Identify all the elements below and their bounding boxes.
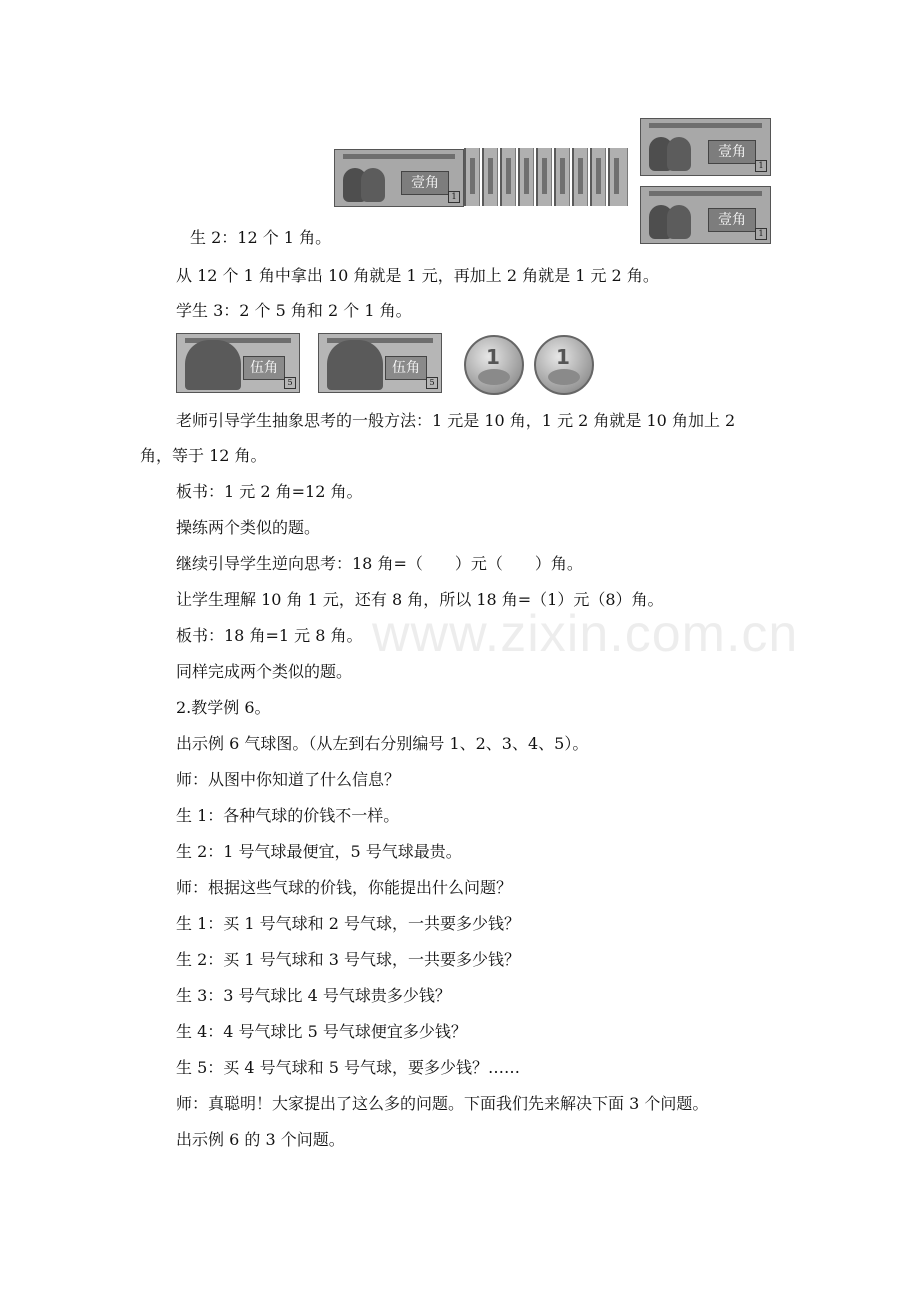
text-line: 生 4：4 号气球比 5 号气球便宜多少钱？ bbox=[176, 1022, 467, 1041]
text-line: 师：真聪明！大家提出了这么多的问题。下面我们先来解决下面 3 个问题。 bbox=[176, 1094, 709, 1113]
text-line: 操练两个类似的题。 bbox=[176, 518, 321, 537]
one-jiao-banknote bbox=[334, 149, 464, 207]
text-line: 出示例 6 气球图。（从左到右分别编号 1、2、3、4、5）。 bbox=[176, 734, 589, 753]
fanned-banknote bbox=[608, 148, 628, 206]
text-line: 板书：18 角=1 元 8 角。 bbox=[176, 626, 363, 645]
fanned-banknote bbox=[482, 148, 498, 206]
text-line: 生 1：各种气球的价钱不一样。 bbox=[176, 806, 400, 825]
note-corner-number: 1 bbox=[755, 160, 767, 172]
text-line: 板书：1 元 2 角=12 角。 bbox=[176, 482, 363, 501]
fanned-banknote bbox=[554, 148, 570, 206]
text-line: 生 5：买 4 号气球和 5 号气球，要多少钱？…… bbox=[176, 1058, 520, 1077]
fanned-banknote bbox=[500, 148, 516, 206]
text-line: 老师引导学生抽象思考的一般方法：1 元是 10 角，1 元 2 角就是 10 角加上 2 bbox=[176, 411, 736, 430]
text-line: 师：根据这些气球的价钱，你能提出什么问题？ bbox=[176, 878, 513, 897]
note-corner-number: 5 bbox=[284, 377, 296, 389]
one-jiao-banknote bbox=[640, 118, 771, 176]
fanned-banknote bbox=[590, 148, 606, 206]
note-corner-number: 5 bbox=[426, 377, 438, 389]
five-jiao-banknote bbox=[176, 333, 300, 393]
fanned-banknote bbox=[536, 148, 552, 206]
portrait-image bbox=[647, 193, 704, 239]
note-corner-number: 1 bbox=[755, 228, 767, 240]
portrait-image bbox=[185, 340, 241, 390]
portrait-image bbox=[341, 156, 397, 202]
note-denomination: 壹角 bbox=[708, 140, 756, 164]
fanned-banknote bbox=[518, 148, 534, 206]
fanned-banknote bbox=[572, 148, 588, 206]
portrait-image bbox=[647, 125, 704, 171]
note-corner-number: 1 bbox=[448, 191, 460, 203]
note-denomination: 壹角 bbox=[401, 171, 449, 195]
text-line: 生 2：12 个 1 角。 bbox=[190, 228, 332, 247]
text-line: 师：从图中你知道了什么信息？ bbox=[176, 770, 401, 789]
text-line: 生 1：买 1 号气球和 2 号气球，一共要多少钱？ bbox=[176, 914, 520, 933]
note-denomination: 伍角 bbox=[243, 356, 285, 380]
text-line: 角，等于 12 角。 bbox=[140, 446, 267, 465]
one-jiao-banknote bbox=[640, 186, 771, 244]
coin-image bbox=[534, 335, 594, 395]
coin-digit: 1 bbox=[486, 345, 500, 369]
text-line: 继续引导学生逆向思考：18 角=（ ）元（ ）角。 bbox=[176, 554, 583, 573]
text-line: 同样完成两个类似的题。 bbox=[176, 662, 353, 681]
note-denomination: 伍角 bbox=[385, 356, 427, 380]
text-line: 生 3：3 号气球比 4 号气球贵多少钱？ bbox=[176, 986, 451, 1005]
coin-image bbox=[464, 335, 524, 395]
text-line: 学生 3：2 个 5 角和 2 个 1 角。 bbox=[176, 301, 412, 320]
fanned-banknote bbox=[464, 148, 480, 206]
portrait-image bbox=[327, 340, 383, 390]
five-jiao-banknote bbox=[318, 333, 442, 393]
text-line: 生 2：买 1 号气球和 3 号气球，一共要多少钱？ bbox=[176, 950, 520, 969]
text-line: 2.教学例 6。 bbox=[176, 698, 271, 717]
text-line: 让学生理解 10 角 1 元，还有 8 角，所以 18 角=（1）元（8）角。 bbox=[176, 590, 664, 609]
watermark-text: www.zixin.com.cn bbox=[372, 605, 799, 663]
note-denomination: 壹角 bbox=[708, 208, 756, 232]
text-line: 生 2：1 号气球最便宜，5 号气球最贵。 bbox=[176, 842, 462, 861]
text-line: 从 12 个 1 角中拿出 10 角就是 1 元，再加上 2 角就是 1 元 2 角。 bbox=[176, 266, 659, 285]
text-line: 出示例 6 的 3 个问题。 bbox=[176, 1130, 345, 1149]
coin-digit: 1 bbox=[556, 345, 570, 369]
